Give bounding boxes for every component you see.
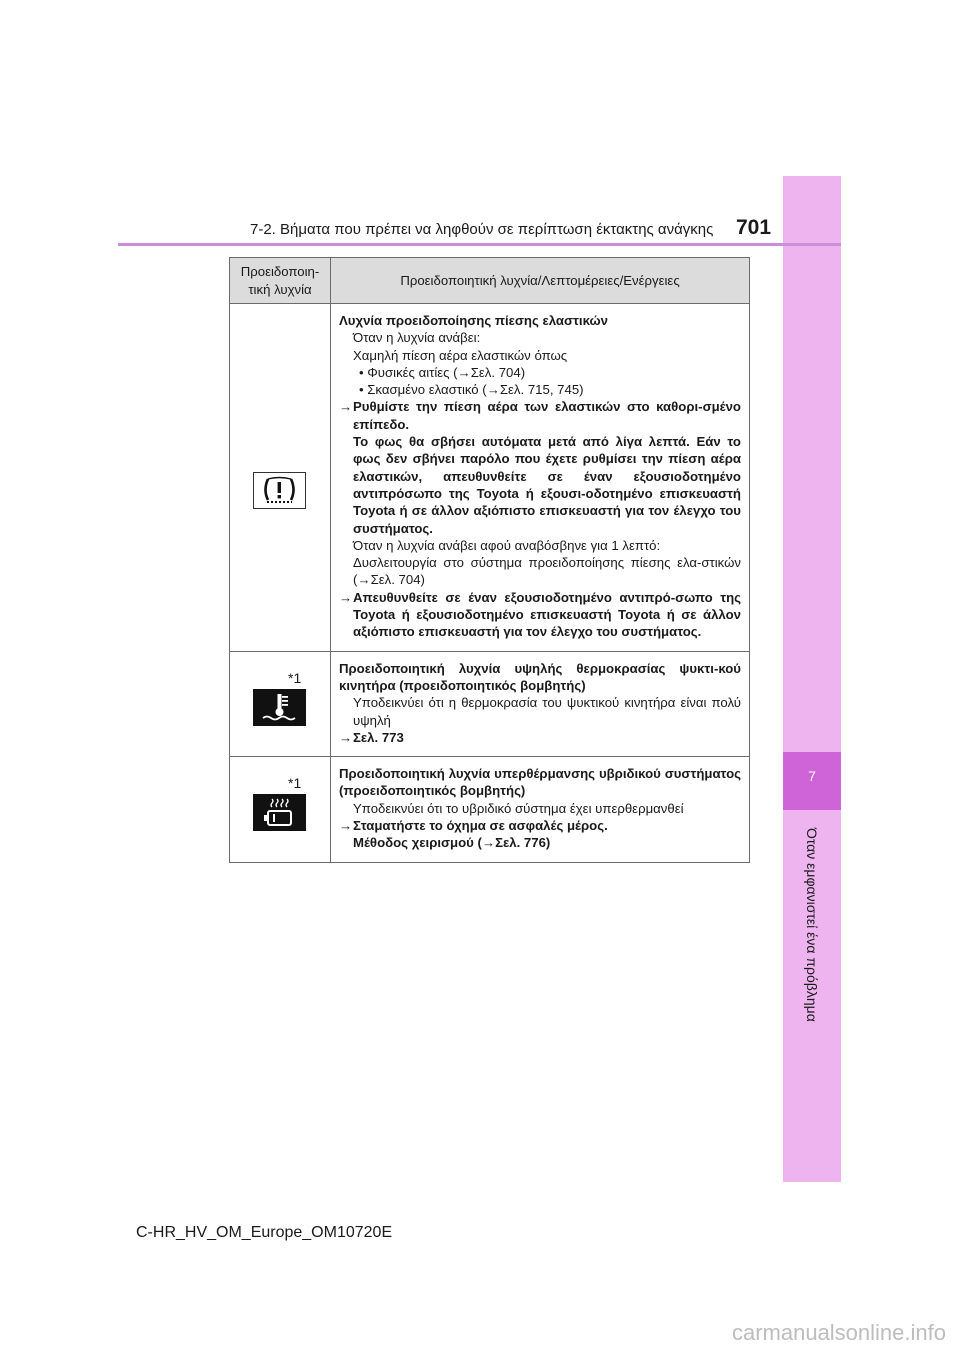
text-line: Όταν η λυχνία ανάβει: xyxy=(353,330,481,346)
arrow-icon: → xyxy=(339,818,353,834)
footnote-marker: *1 xyxy=(288,775,302,792)
lamp-description xyxy=(331,757,750,862)
lamp-title: Λυχνία προειδοποίησης πίεσης ελαστικών xyxy=(339,313,608,328)
action-text: Μέθοδος χειρισμού (→Σελ. 776) xyxy=(353,835,551,851)
arrow-icon: → xyxy=(339,589,353,605)
text-line: Χαμηλή πίεση αέρα ελαστικών όπως xyxy=(353,347,568,363)
action-item xyxy=(339,589,741,641)
lamp-description xyxy=(331,651,750,756)
hybrid-system-overheat-icon xyxy=(253,794,306,831)
footnote-marker: *1 xyxy=(288,669,302,686)
column-header-details: Προειδοποιητική λυχνία/Λεπτομέρειες/Ενέργειες xyxy=(331,258,750,304)
text-line: Υποδεικνύει ότι η θερμοκρασία του ψυκτικού κινητήρα είναι πολύ υψηλή xyxy=(353,695,741,728)
lamp-title: Προειδοποιητική λυχνία υψηλής θερμοκρασίας ψυκτι-κού κινητήρα (προειδοποιητικός βομβητής) xyxy=(339,660,741,693)
document-code: C-HR_HV_OM_Europe_OM10720E xyxy=(136,1224,393,1241)
action-text: Ρυθμίστε την πίεση αέρα των ελαστικών στο καθορι-σμένο επίπεδο. xyxy=(353,399,741,432)
text-line: Δυσλειτουργία στο σύστημα προειδοποίησης πίεσης ελα-στικών (→Σελ. 704) xyxy=(353,555,741,588)
action-text: Το φως θα σβήσει αυτόματα μετά από λίγα λεπτά. Εάν το φως δεν σβήνει παρόλο που έχετε ρυθμίσει την πίεση αέρα ελαστικών, απευθυνθείτε σε έναν εξουσιοδοτημένο αντιπρόσωπο της Toyota ή εξουσι-οδοτημένο επισκευαστή Toyota ή σε άλλον αξιόπιστο επισκευαστή για τον έλεγχο του συστήματος. xyxy=(353,434,741,536)
watermark: carmanualsonline.info xyxy=(731,1320,946,1345)
table-row xyxy=(230,651,750,756)
action-item xyxy=(339,398,741,536)
section-title: 7-2. Βήματα που πρέπει να ληφθούν σε περίπτωση έκτακτης ανάγκης xyxy=(250,221,714,238)
lamp-cell xyxy=(230,757,331,862)
page-number: 701 xyxy=(736,216,772,239)
action-text: Απευθυνθείτε σε έναν εξουσιοδοτημένο αντιπρό-σωπο της Toyota ή εξουσιοδοτημένο επισκευαστή Toyota ή σε άλλον αξιόπιστο επισκευαστή για τον έλεγχο του συστήματος. xyxy=(353,589,741,640)
page-reference: Σελ. 773 xyxy=(353,729,404,745)
lamp-description xyxy=(331,304,750,652)
chapter-number: 7 xyxy=(808,768,816,784)
column-header-lamp: Προειδοποιη-τική λυχνία xyxy=(230,258,331,304)
arrow-icon: → xyxy=(339,729,353,745)
lamp-title: Προειδοποιητική λυχνία υπερθέρμανσης υβριδικού συστήματος (προειδοποιητικός βομβητής) xyxy=(339,766,741,799)
lamp-cell xyxy=(230,651,331,756)
coolant-temperature-icon xyxy=(253,689,306,726)
tire-pressure-warning-icon xyxy=(253,472,306,509)
text-line: Υποδεικνύει ότι το υβριδικό σύστημα έχει υπερθερμανθεί xyxy=(353,800,684,816)
table-row xyxy=(230,757,750,862)
arrow-icon: → xyxy=(339,399,353,415)
action-text: Σταματήστε το όχημα σε ασφαλές μέρος. xyxy=(353,818,608,834)
table-header-row xyxy=(230,258,750,304)
lamp-cell xyxy=(230,304,331,652)
bullet-item: • Φυσικές αιτίες (→Σελ. 704) xyxy=(359,364,526,380)
table-row xyxy=(230,304,750,652)
action-item xyxy=(339,817,741,852)
bullet-item: • Σκασμένο ελαστικό (→Σελ. 715, 745) xyxy=(359,382,584,398)
action-item xyxy=(339,729,741,746)
warning-lamps-table xyxy=(229,257,750,863)
text-line: Όταν η λυχνία ανάβει αφού αναβόσβηνε για 1 λεπτό: xyxy=(353,537,661,553)
chapter-title-vertical: Όταν εμφανιστεί ένα πρόβλημα xyxy=(804,828,820,1022)
header-rule xyxy=(118,243,841,246)
